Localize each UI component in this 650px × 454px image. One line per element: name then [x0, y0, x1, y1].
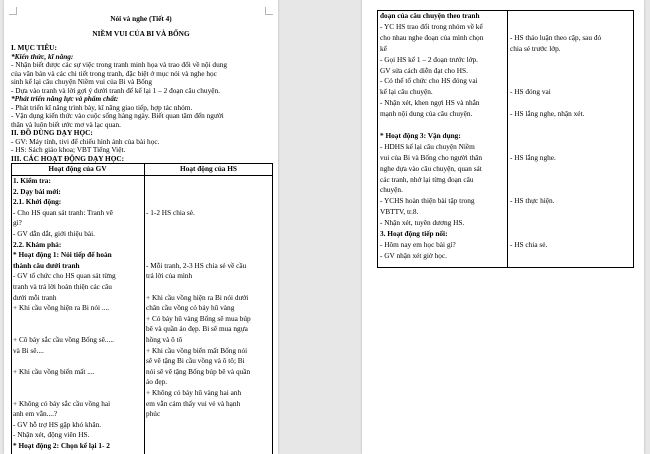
table-cell-line: dưới mỗi tranh — [13, 292, 57, 302]
table-cell-line: và Bi sẽ.... — [13, 345, 44, 355]
table-cell-line: phúc — [146, 409, 161, 419]
table-cell-line: - Nhận xét, tuyên dương HS. — [380, 218, 465, 228]
table-cell-line: - HS lắng nghe, nhận xét. — [510, 109, 585, 119]
develop-line: - Vận dụng kiến thức vào cuộc sống hàng ngày. Biết quan tâm đến người — [11, 111, 224, 120]
table-cell-line: trả lời của mình — [146, 271, 193, 281]
column-header-student: Hoạt động của HS — [180, 164, 237, 173]
margin-mark — [265, 7, 273, 15]
table-cell-line: VBTTV, tr.8. — [380, 207, 419, 217]
table-cell-line: - GV hỗ trợ HS gặp khó khăn. — [13, 419, 102, 429]
table-cell-line: - HDHS kể lại câu chuyện Niềm — [380, 141, 475, 151]
table-cell-line: + Có bảy hũ vàng Bống sẽ mua búp — [146, 313, 251, 323]
document-page-1 — [4, 0, 278, 454]
table-cell-line: chân cầu vồng có bảy hũ vàng — [146, 303, 235, 313]
table-cell-line: - Cho HS quan sát tranh: Tranh vẽ — [13, 207, 113, 217]
table-cell-line: đoạn của câu chuyện theo tranh — [380, 11, 480, 20]
table-cell-line: - GV nhận xét giờ học. — [380, 250, 447, 260]
table-cell-line: - Mỗi tranh, 2-3 HS chia sẻ về cầu — [146, 260, 247, 270]
table-cell-line: chia sẻ trước lớp. — [510, 43, 561, 53]
table-cell-line: - Nhận xét, khen ngợi HS và nhắn — [380, 98, 480, 108]
table-cell-line: * Hoạt động 3: Vận dụng: — [380, 130, 461, 140]
lesson-heading: Nói và nghe (Tiết 4) — [110, 14, 172, 23]
column-header-teacher: Hoạt động của GV — [48, 164, 107, 173]
knowledge-line: - Nhận biết được các sự việc trong tranh minh họa và trao đổi về nội dung — [11, 60, 228, 69]
develop-line: - Phát triển kĩ năng trình bày, kĩ năng giao tiếp, hợp tác nhóm. — [11, 102, 193, 112]
table-cell-line: 3. Hoạt động tiếp nối: — [380, 229, 448, 238]
table-cell-line: - Hôm nay em học bài gì? — [380, 239, 456, 249]
table-cell-line: anh em vẫn....? — [13, 409, 58, 419]
table-cell-line: - HS đóng vai — [510, 87, 551, 97]
table-cell-line: * Hoạt động 2: Chọn kể lại 1- 2 — [13, 441, 110, 450]
table-cell-line: vui của Bi và Bống cho người thân — [380, 152, 483, 162]
table-cell-line: * Hoạt động 1: Nói tiếp để hoàn — [13, 250, 112, 260]
table-cell-line: + Không có bảy hũ vàng hai anh — [146, 388, 242, 397]
margin-mark — [9, 7, 17, 15]
section-materials: II. ĐỒ DÙNG DẠY HỌC: — [11, 128, 93, 137]
table-cell-line: - Gọi HS kể 1 – 2 đoạn trước lớp. — [380, 54, 479, 64]
document-page-2 — [362, 0, 644, 454]
knowledge-heading: *Kiến thức, kĩ năng: — [11, 51, 74, 61]
table-cell-line: - 1-2 HS chia sẻ. — [146, 207, 195, 217]
table-cell-line: em vẫn cảm thấy vui vẻ và hạnh — [146, 398, 241, 408]
develop-heading: *Phát triển năng lực và phẩm chất: — [11, 94, 119, 103]
table-cell-line: + Khi cầu vồng hiện ra Bi nói .... — [13, 303, 110, 313]
table-cell-line: sẽ vẽ tặng Bi cầu vồng và ô tô; Bi — [146, 356, 245, 366]
table-cell-line: + Không có bảy sắc cầu vồng hai — [13, 398, 111, 408]
table-cell-line: - YCHS hoàn thiện bài tập trong — [380, 196, 475, 206]
table-cell-line: hồng và ô tô — [146, 335, 183, 344]
table-cell-line: 1. Kiểm tra: — [13, 176, 51, 185]
table-cell-line: - HS thảo luận theo cặp, sau đó — [510, 32, 602, 42]
table-cell-line: - Có thể tổ chức cho HS đóng vai — [380, 76, 478, 86]
table-cell-line: tranh và trả lời hoàn thiện các câu — [13, 282, 112, 291]
table-cell-line: nói sẽ vẽ tặng Bống búp bê và quần — [146, 366, 251, 376]
table-cell-line: + Khi cầu vồng hiện ra Bi nói dưới — [146, 292, 249, 302]
table-cell-line: bê và quần áo đẹp. Bi sẽ mua ngựa — [146, 324, 248, 334]
table-cell-line: các tranh, nhớ lại từng đoạn câu — [380, 174, 474, 184]
section-objectives: I. MỤC TIÊU: — [11, 43, 57, 52]
table-cell-line: - YC HS trao đổi trong nhóm về kể — [380, 21, 483, 31]
table-cell-line: - HS thực hiện. — [510, 196, 555, 206]
knowledge-line: của văn bản và các chi tiết trong tranh, đặc biệt ở mục nói và nghe học — [11, 68, 217, 78]
table-cell-line: kể lại câu chuyện. — [380, 87, 433, 97]
table-cell-line: - Nhận xét, động viên HS. — [13, 430, 90, 440]
table-cell-line: cho nhau nghe đoạn của mình chọn — [380, 32, 484, 42]
column-divider — [144, 163, 145, 454]
table-cell-line: - GV dẫn dắt, giới thiệu bài. — [13, 229, 95, 238]
table-cell-line: + Khi cầu vồng biến mất .... — [13, 366, 95, 376]
table-cell-line: 2.1. Khởi động: — [13, 197, 62, 207]
table-cell-line: 2.2. Khám phá: — [13, 239, 62, 249]
section-activities: III. CÁC HOẠT ĐỘNG DẠY HỌC: — [11, 153, 125, 163]
materials-line: - HS: Sách giáo khoa; VBT Tiếng Việt. — [11, 145, 126, 154]
table-cell-line: thành câu dưới tranh — [13, 260, 80, 270]
table-cell-line: mạnh nội dung của câu chuyện. — [380, 109, 473, 119]
table-cell-line: - HS lắng nghe. — [510, 152, 556, 162]
table-cell-line: - HS chia sẻ. — [510, 239, 548, 249]
knowledge-line: sinh kể lại câu chuyện Niềm vui của Bi và Bống — [11, 77, 153, 86]
table-cell-line: + Khi cầu vồng biến mất Bống nói — [146, 345, 248, 355]
table-cell-line: kể — [380, 43, 387, 53]
table-cell-line: GV sửa cách diễn đạt cho HS. — [380, 65, 468, 75]
lesson-title: NIỀM VUI CỦA BI VÀ BỐNG — [92, 29, 190, 38]
knowledge-line: - Dựa vào tranh và lời gợi ý dưới tranh để kể lại 1 – 2 đoạn câu chuyện. — [11, 85, 220, 95]
table-cell-line: + Cô bảy sắc cầu vồng Bống sẽ..... — [13, 335, 114, 344]
table-cell-line: - GV tổ chức cho HS quan sát từng — [13, 271, 116, 281]
table-cell-line: nghe dựa vào câu chuyện, quan sát — [380, 163, 482, 173]
table-cell-line: chuyện. — [380, 185, 403, 195]
table-cell-line: 2. Dạy bài mới: — [13, 186, 61, 196]
develop-line: thân và luôn biết ước mơ và lạc quan. — [11, 119, 121, 129]
table-cell-line: gì? — [13, 218, 22, 228]
materials-line: - GV: Máy tính, tivi để chiếu hình ảnh của bài học. — [11, 136, 160, 146]
table-cell-line: áo đẹp. — [146, 377, 168, 387]
column-divider — [507, 10, 508, 268]
